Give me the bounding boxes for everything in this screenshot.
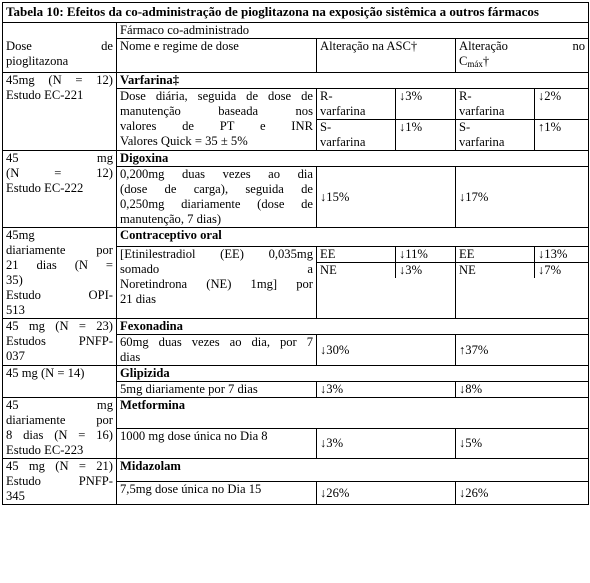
dose-line: 345 — [6, 489, 25, 503]
auc-sublabel: EE — [317, 247, 396, 263]
regimen-cell — [117, 167, 317, 228]
dose-line: 45 mg (N = 14) — [6, 366, 85, 380]
header-cmax-sub: máx — [467, 59, 483, 69]
cmax-subtable — [456, 247, 588, 278]
auc-subtable — [317, 89, 455, 150]
cmax-subtable — [456, 89, 588, 150]
dose-line: 513 — [6, 303, 25, 317]
auc-sublabel-line: varfarina — [320, 104, 366, 118]
regimen-line: manutenção baseada nos — [120, 104, 313, 118]
regimen-cell — [117, 335, 317, 366]
cmax-cell — [456, 246, 589, 318]
cmax-sublabel-line: R- — [459, 89, 472, 103]
header-dose — [3, 39, 117, 73]
dose-line: 45mg (N = 12) — [6, 73, 113, 87]
regimen-cell — [117, 482, 317, 505]
dose-line: Estudos PNFP- — [6, 334, 113, 348]
regimen-line: 21 dias — [120, 291, 157, 306]
dose-cell — [3, 319, 117, 366]
dose-cell — [3, 73, 117, 151]
cmax-subrow — [456, 89, 588, 120]
dose-line: Estudo EC-221 — [6, 88, 84, 102]
drug-name: Midazolam — [117, 459, 589, 482]
cmax-value: ↓17% — [456, 167, 589, 228]
cmax-sublabel-line: S- — [459, 120, 471, 134]
regimen-line: Noretindrona (NE) 1mg] por — [120, 276, 313, 291]
auc-value: ↓3% — [317, 382, 456, 398]
dose-line: 45 mg (N = 23) — [6, 319, 113, 333]
auc-cell — [317, 89, 456, 151]
regimen-line: 60mg duas vezes ao dia, por 7 — [120, 335, 313, 349]
drug-name-row — [3, 151, 589, 167]
cmax-subvalue: ↓7% — [535, 262, 589, 278]
regimen-line: dias — [120, 350, 141, 364]
dose-line: 45 mg — [6, 151, 113, 165]
auc-sublabel-line: R- — [320, 89, 333, 103]
dose-line: Estudo OPI- — [6, 288, 113, 302]
dose-line: 35) — [6, 273, 23, 287]
header-cmax-dagger: † — [482, 54, 490, 68]
regimen-line: 0,250mg diariamente (dose de — [120, 197, 313, 211]
header-empty — [3, 23, 117, 39]
dose-line: 45 mg (N = 21) — [6, 459, 113, 473]
auc-value: ↓15% — [317, 167, 456, 228]
auc-value: ↓26% — [317, 482, 456, 505]
regimen-cell — [117, 89, 317, 151]
dose-line: diariamente por — [6, 413, 113, 427]
regimen-line: 1000 mg dose única no Dia 8 — [120, 428, 268, 443]
dose-cell — [3, 459, 117, 505]
dose-line: (N = 12) — [6, 166, 113, 180]
auc-subvalue: ↓11% — [399, 246, 428, 261]
header-regimen: Nome e regime de dose — [117, 39, 317, 73]
dose-line: Estudo EC-223 — [6, 443, 84, 457]
drug-name-row — [3, 366, 589, 382]
header-row-2 — [3, 39, 589, 73]
auc-sublabel: NE — [317, 262, 396, 278]
cmax-sublabel: NE — [456, 262, 535, 278]
auc-subrow — [317, 89, 455, 120]
auc-subrow — [317, 120, 455, 151]
regimen-line: 7,5mg dose única no Dia 15 — [120, 482, 262, 496]
header-cmax-c: C — [459, 54, 468, 68]
dose-line: Estudo PNFP- — [6, 474, 113, 488]
regimen-line: Valores Quick = 35 ± 5% — [120, 134, 248, 148]
regimen-line: manutenção, 7 dias) — [120, 212, 222, 226]
regimen-line: Dose diária, seguida de dose de — [120, 89, 313, 103]
cmax-value: ↑37% — [456, 335, 589, 366]
dose-line: 037 — [6, 349, 25, 363]
cmax-sublabel-line: varfarina — [459, 135, 505, 149]
auc-value: ↓30% — [317, 335, 456, 366]
title-row — [3, 3, 589, 23]
regimen-line: valores de PT e INR — [120, 119, 313, 133]
drug-name: Digoxina — [117, 151, 589, 167]
header-cmax — [456, 39, 589, 73]
drug-name-row — [3, 73, 589, 89]
regimen-cell — [117, 428, 317, 459]
auc-sublabel — [317, 120, 396, 151]
auc-subtable — [317, 247, 455, 278]
cmax-subrow — [456, 262, 588, 278]
auc-cell — [317, 246, 456, 318]
table-body — [3, 73, 589, 505]
auc-subvalue: ↓1% — [396, 120, 456, 151]
header-de-word: de — [101, 38, 113, 53]
regimen-line: [Etinilestradiol (EE) 0,035mg — [120, 246, 313, 261]
regimen-line: 5mg diariamente por 7 dias — [120, 382, 258, 396]
cmax-subvalue: ↓2% — [538, 89, 562, 103]
header-row-1 — [3, 23, 589, 39]
dose-line: 8 dias (N = 16) — [6, 428, 113, 442]
dose-cell — [3, 151, 117, 228]
regimen-line: (dose de carga), seguida de — [120, 182, 313, 196]
table-title: Tabela 10: Efeitos da co-administração de pioglitazona na exposição sistêmica a outros fármacos — [3, 3, 589, 23]
drug-name: Varfarina‡ — [117, 73, 589, 89]
regimen-line: somado a — [120, 261, 313, 276]
drug-name-row — [3, 459, 589, 482]
dose-line: 45 mg — [6, 398, 113, 412]
dose-cell — [3, 398, 117, 459]
auc-subrow — [317, 247, 455, 263]
cmax-subrow — [456, 120, 588, 151]
cmax-subvalue: ↑1% — [535, 120, 589, 151]
auc-value: ↓3% — [317, 428, 456, 459]
header-co-admin: Fármaco co-administrado — [117, 23, 589, 39]
cmax-sublabel-line: varfarina — [459, 104, 505, 118]
cmax-subvalue: ↓13% — [538, 246, 568, 261]
auc-sublabel-line: S- — [320, 120, 332, 134]
header-auc: Alteração na ASC† — [317, 39, 456, 73]
drug-name-row — [3, 398, 589, 429]
document-table-container — [2, 2, 588, 505]
cmax-value: ↓26% — [456, 482, 589, 505]
drug-name: Contraceptivo oral — [117, 228, 589, 247]
interaction-table — [2, 2, 589, 505]
regimen-line: 0,200mg duas vezes ao dia — [120, 167, 313, 181]
cmax-value: ↓8% — [456, 382, 589, 398]
drug-name-row — [3, 228, 589, 247]
auc-sublabel — [317, 89, 396, 120]
regimen-cell — [117, 382, 317, 398]
drug-name: Metformina — [117, 398, 589, 429]
cmax-sublabel — [456, 89, 535, 120]
cmax-value: ↓5% — [456, 428, 589, 459]
cmax-sublabel: EE — [456, 247, 535, 263]
dose-line: Estudo EC-222 — [6, 181, 84, 195]
header-cmax-word1: Alteração — [459, 39, 508, 53]
dose-line: diariamente por — [6, 243, 113, 257]
dose-line: 45mg — [6, 228, 35, 242]
auc-subvalue: ↓3% — [399, 89, 423, 103]
drug-name-row — [3, 319, 589, 335]
cmax-subrow — [456, 247, 588, 263]
dose-cell — [3, 366, 117, 398]
auc-subrow — [317, 262, 455, 278]
drug-name: Glipizida — [117, 366, 589, 382]
drug-name: Fexonadina — [117, 319, 589, 335]
header-pioglitazona-word: pioglitazona — [6, 53, 69, 68]
auc-sublabel-line: varfarina — [320, 135, 366, 149]
header-dose-word: Dose — [6, 38, 32, 53]
regimen-cell — [117, 246, 317, 318]
header-cmax-word2: no — [572, 39, 586, 53]
dose-line: 21 dias (N = — [6, 258, 113, 272]
dose-cell — [3, 228, 117, 319]
cmax-cell — [456, 89, 589, 151]
auc-subvalue: ↓3% — [396, 262, 456, 278]
cmax-sublabel — [456, 120, 535, 151]
